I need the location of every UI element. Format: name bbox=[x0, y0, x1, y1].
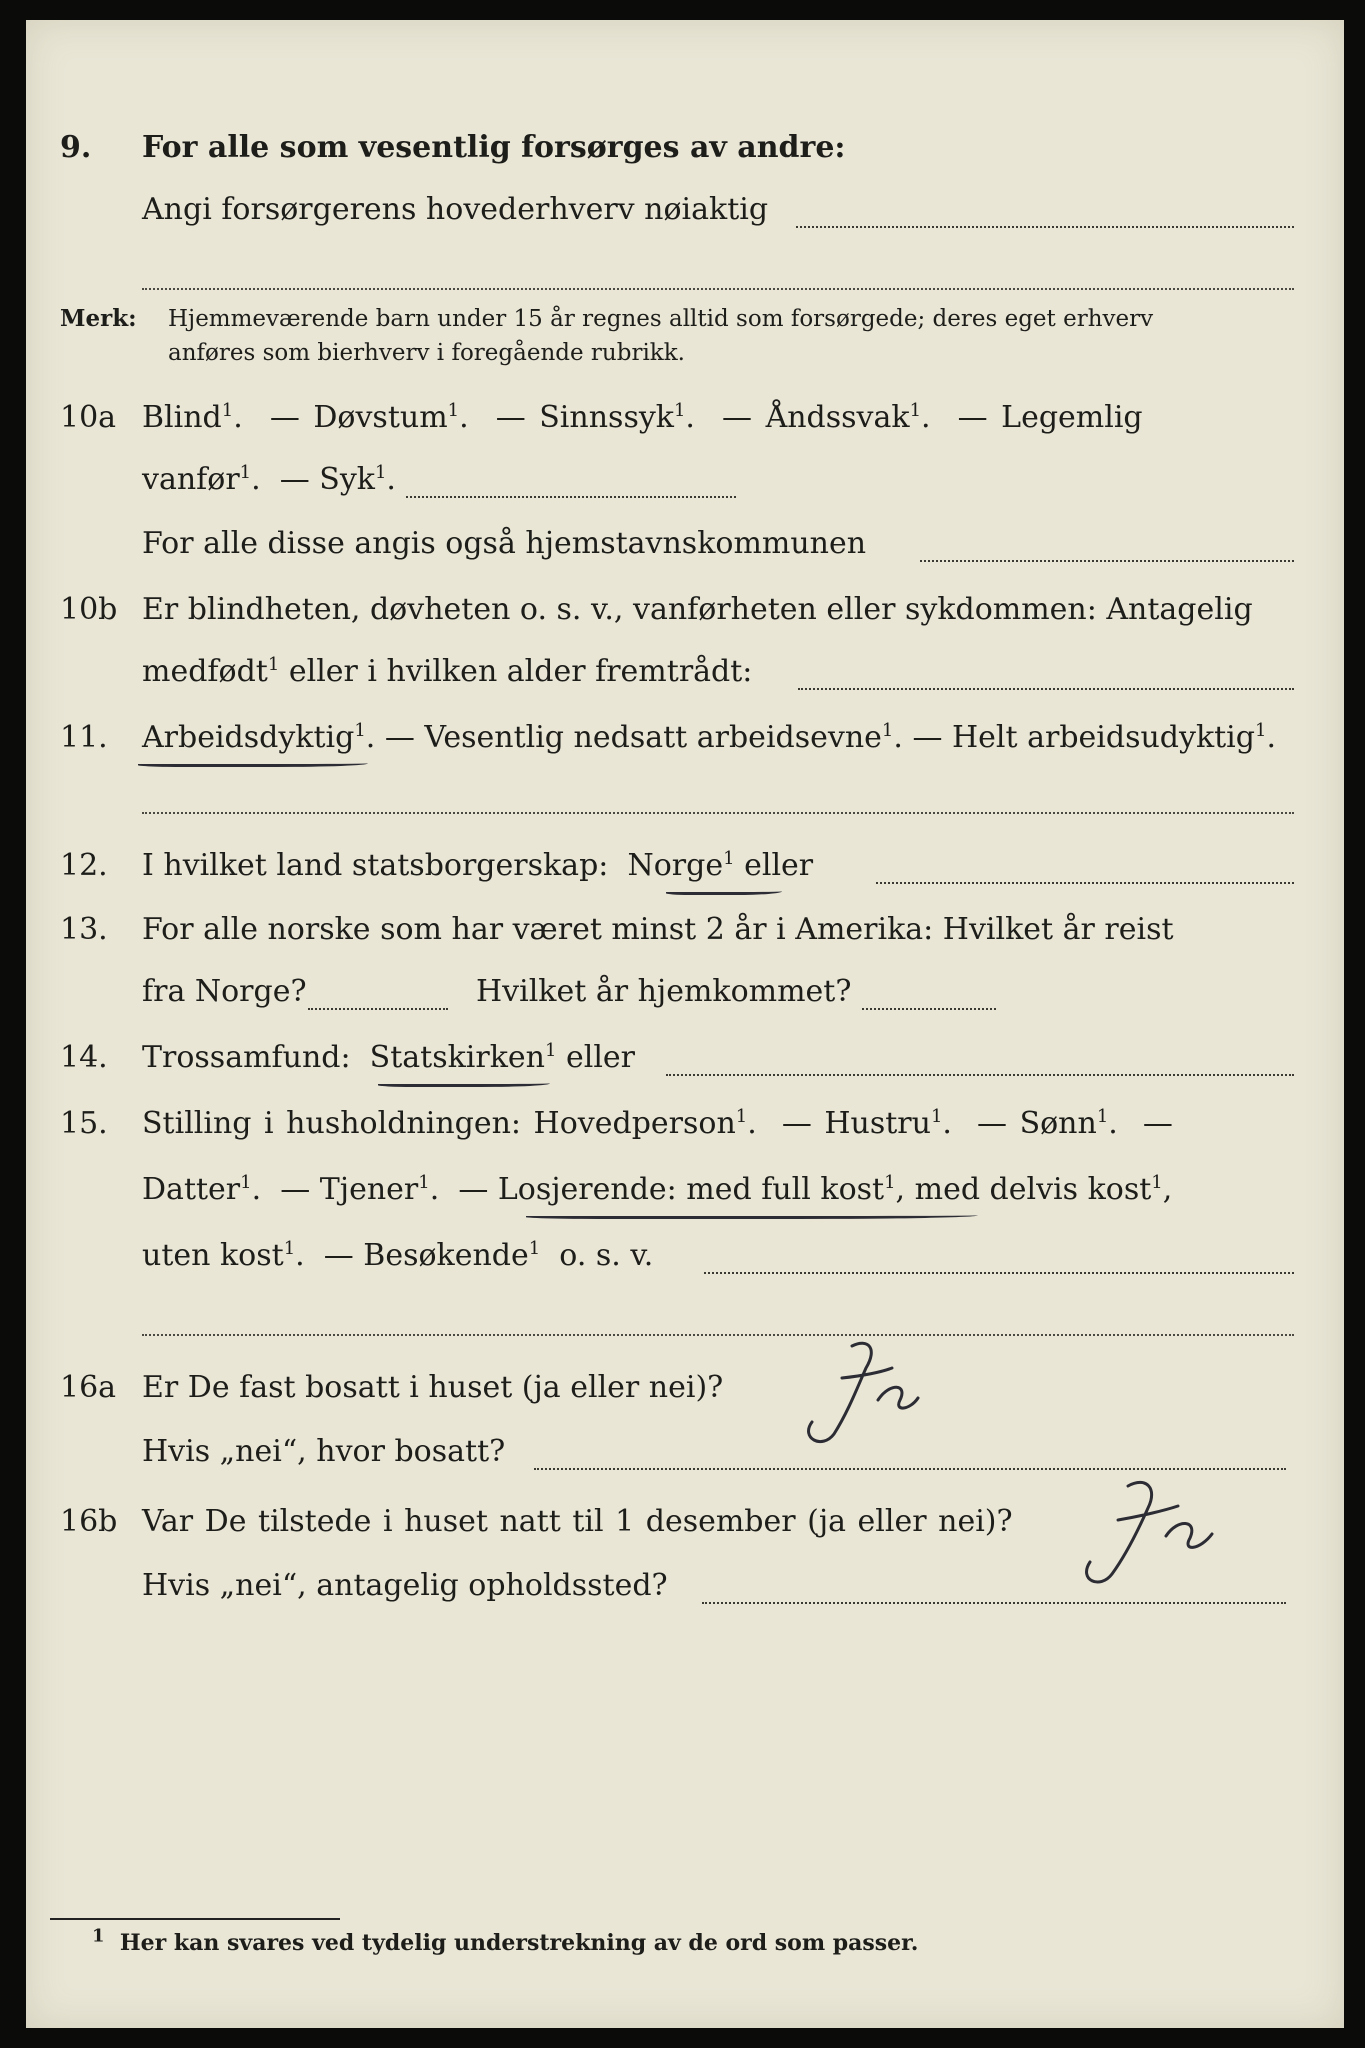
answer-line-q14[interactable] bbox=[666, 1074, 1294, 1076]
question-text: Hvis „nei“, antagelig opholdssted? bbox=[142, 1568, 668, 1603]
answer-line-q9[interactable] bbox=[796, 226, 1294, 228]
question-text: uten kost$^1$. — Besøkende$^1$ o. s. v. bbox=[142, 1238, 654, 1273]
handwritten-answer-ja-16b bbox=[1062, 1476, 1232, 1596]
question-text: medfødt$^1$ eller i hvilken alder fremtrådt: bbox=[142, 654, 753, 689]
note-label: Merk: bbox=[60, 305, 137, 332]
answer-line-q13-hjemkommet[interactable] bbox=[862, 1008, 996, 1010]
answer-line-q10b[interactable] bbox=[798, 688, 1294, 690]
svg-text:Ja: Ja bbox=[932, 1398, 933, 1399]
answer-line-q13-reist[interactable] bbox=[308, 1008, 448, 1010]
question-text: Trossamfund: Statskirken$^1$ eller bbox=[142, 1040, 636, 1075]
question-text: fra Norge? bbox=[142, 974, 307, 1009]
question-number: 10a bbox=[60, 400, 117, 435]
question-number: 9. bbox=[60, 130, 92, 165]
note-text: anføres som bierhverv i foregående rubrikk. bbox=[168, 340, 685, 366]
answer-line-q16b[interactable] bbox=[702, 1602, 1286, 1604]
question-text: Er De fast bosatt i huset (ja eller nei)? bbox=[142, 1370, 724, 1405]
question-number: 12. bbox=[60, 848, 108, 883]
question-text: Datter$^1$. — Tjener$^1$. — Losjerende: med full kost$^1$, med delvis kost$^1$, bbox=[142, 1172, 1173, 1207]
census-form-page bbox=[26, 20, 1344, 2028]
option-losjerende-full-kost[interactable]: — Losjerende: med full kost$^1$ bbox=[458, 1172, 896, 1207]
question-text: For alle disse angis også hjemstavnskommunen bbox=[142, 526, 867, 561]
handwritten-underline-statskirken bbox=[378, 1078, 550, 1087]
footnote-mark: 1 bbox=[92, 1925, 105, 1947]
question-number: 13. bbox=[60, 912, 108, 947]
footnote-text: Her kan svares ved tydelig understrekning av de ord som passer. bbox=[119, 1930, 919, 1956]
svg-text:Ja: Ja bbox=[1222, 1536, 1223, 1537]
question-text: For alle som vesentlig forsørges av andre: bbox=[142, 130, 846, 165]
question-number: 16a bbox=[60, 1370, 117, 1405]
answer-line-q12[interactable] bbox=[876, 882, 1294, 884]
question-text: Stilling i husholdningen: Hovedperson$^1$. — Hustru$^1$. — Sønn$^1$. — bbox=[142, 1106, 1173, 1141]
question-text: vanfør$^1$. — Syk$^1$. bbox=[142, 462, 396, 497]
question-number: 11. bbox=[60, 720, 108, 755]
question-text: Arbeidsdyktig$^1$. — Vesentlig nedsatt arbeidsevne$^1$. — Helt arbeidsudyktig$^1$. bbox=[142, 720, 1276, 755]
question-text: Hvilket år hjemkommet? bbox=[476, 974, 852, 1009]
answer-line-q10a-hjemstavn[interactable] bbox=[920, 560, 1294, 562]
note-text: Hjemmeværende barn under 15 år regnes alltid som forsørgede; deres eget erhverv bbox=[168, 306, 1154, 332]
question-text: Var De tilstede i huset natt til 1 desember (ja eller nei)? bbox=[142, 1504, 1013, 1539]
handwritten-underline-arbeidsdyktig bbox=[138, 758, 368, 767]
handwritten-underline-norge bbox=[666, 886, 782, 895]
answer-line-q10a-syk[interactable] bbox=[406, 496, 736, 498]
answer-line-q15[interactable] bbox=[704, 1272, 1294, 1274]
option-arbeidsdyktig[interactable]: Arbeidsdyktig$^1$. bbox=[142, 720, 376, 755]
question-text: I hvilket land statsborgerskap: Norge$^1$ eller bbox=[142, 848, 814, 883]
question-text: Blind$^1$. — Døvstum$^1$. — Sinnssyk$^1$. — Åndssvak$^1$. — Legemlig bbox=[142, 400, 1143, 435]
answer-line-q11-extra[interactable] bbox=[142, 812, 1294, 814]
option-statskirken[interactable]: Statskirken$^1$ bbox=[369, 1040, 557, 1075]
answer-line-q15-extra[interactable] bbox=[142, 1334, 1294, 1336]
answer-line-q9-extra[interactable] bbox=[142, 288, 1294, 290]
question-number: 15. bbox=[60, 1106, 108, 1141]
question-number: 10b bbox=[60, 592, 118, 627]
question-text: For alle norske som har været minst 2 år i Amerika: Hvilket år reist bbox=[142, 912, 1174, 947]
option-norge[interactable]: Norge$^1$ bbox=[627, 848, 735, 883]
footnote bbox=[92, 1925, 919, 1956]
question-text: Er blindheten, døvheten o. s. v., vanførheten eller sykdommen: Antagelig bbox=[142, 592, 1253, 627]
handwritten-answer-ja-16a bbox=[782, 1338, 942, 1448]
footnote-divider bbox=[50, 1918, 340, 1920]
question-text: Angi forsørgerens hovederhverv nøiaktig bbox=[142, 192, 769, 227]
handwritten-underline-losjerende bbox=[526, 1210, 978, 1219]
question-text: Hvis „nei“, hvor bosatt? bbox=[142, 1434, 506, 1469]
question-number: 14. bbox=[60, 1040, 108, 1075]
question-number: 16b bbox=[60, 1504, 118, 1539]
answer-line-q16a[interactable] bbox=[534, 1468, 1286, 1470]
